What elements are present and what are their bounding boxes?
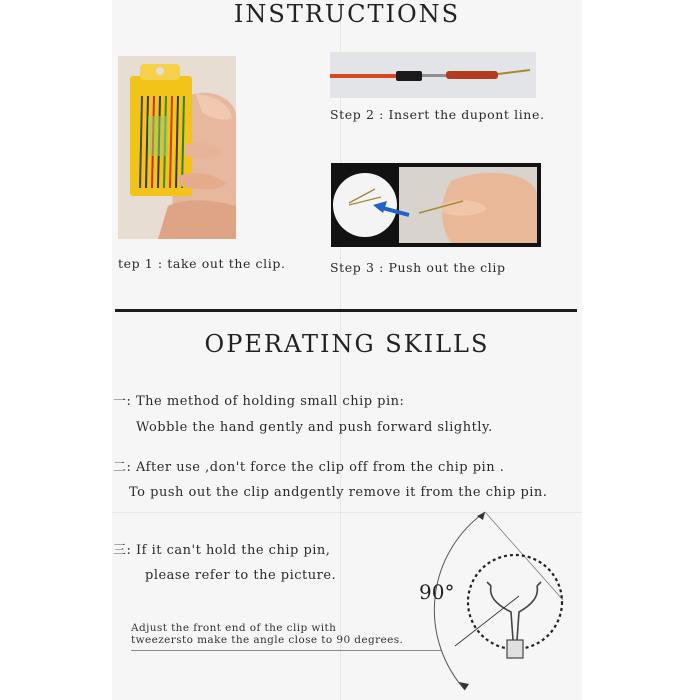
angle-label: 90° [419,580,455,604]
step3-photo-push-clip [331,163,541,247]
step1-caption: tep 1 : take out the clip. [118,256,286,271]
skill3-text: please refer to the picture. [145,568,337,583]
instructions-title: INSTRUCTIONS [233,0,461,28]
step3-caption: Step 3 : Push out the clip [330,260,506,275]
section-divider [115,309,577,312]
operating-skills-title: OPERATING SKILLS [204,330,490,358]
skill1-text: Wobble the hand gently and push forward slightly. [136,420,493,435]
skill2-heading: 二: After use ,don't force the clip off from the chip pin . [113,460,505,475]
skill2-text: To push out the clip andgently remove it from the chip pin. [129,485,548,500]
step2-photo-dupont-line [330,52,536,98]
skill1-heading: 一: The method of holding small chip pin: [113,394,405,409]
adjust-note-line2: tweezersto make the angle close to 90 degrees. [131,634,404,646]
adjust-note-line1: Adjust the front end of the clip with [131,622,337,634]
step1-photo-clip-case [118,56,236,239]
skill3-heading: 三: If it can't hold the chip pin, [113,543,331,558]
step2-caption: Step 2 : Insert the dupont line. [330,107,545,122]
note-leader-line [131,650,441,651]
